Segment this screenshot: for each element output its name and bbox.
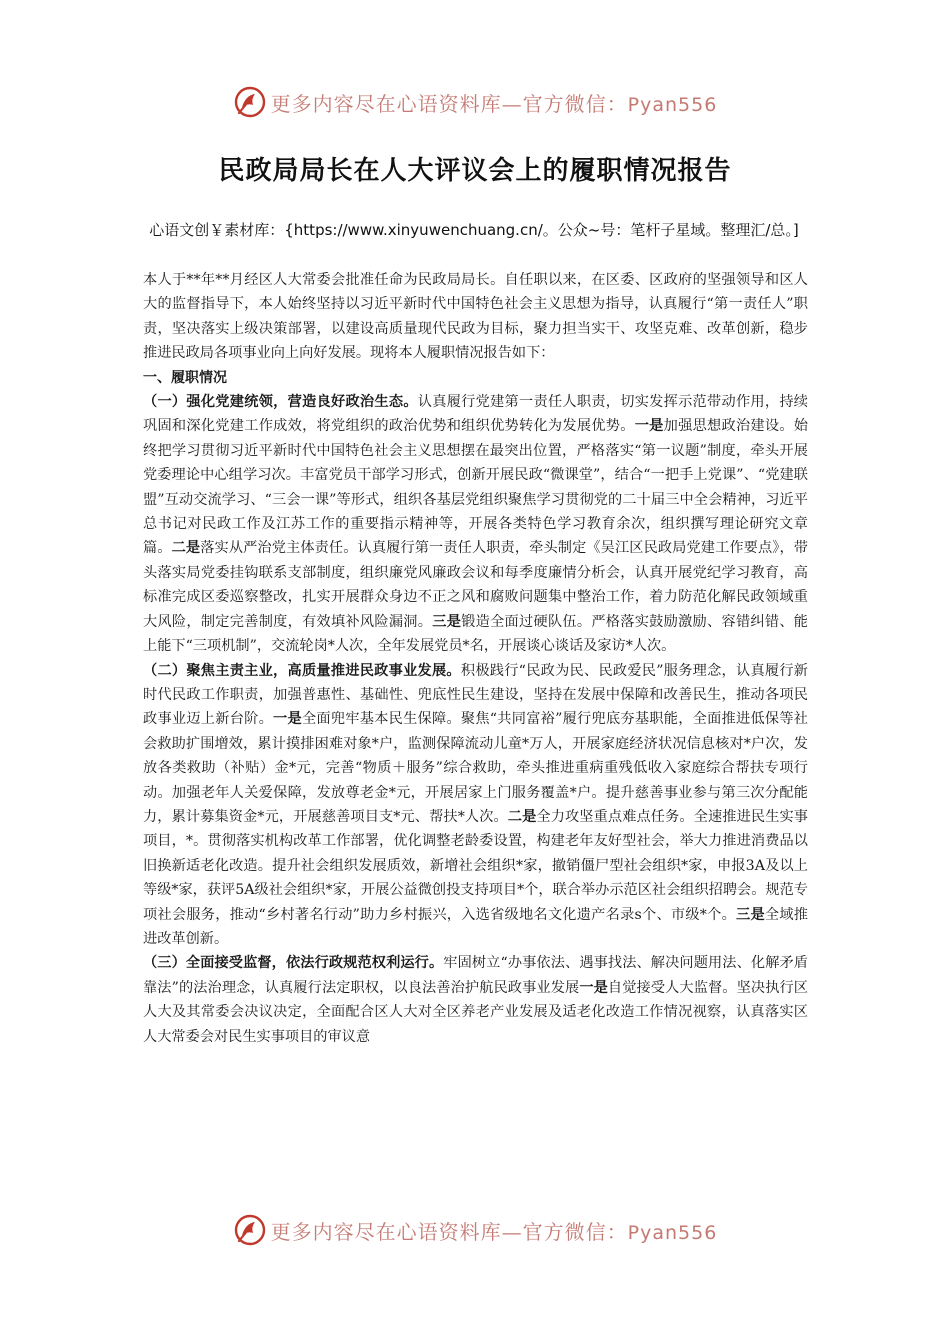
watermark-banner-bottom bbox=[0, 1210, 950, 1250]
banner-text: 更多内容尽在心语资料库—官方微信：Pyan556 bbox=[270, 1219, 718, 1244]
paragraph-1: （一）强化党建统领，营造良好政治生态。认真履行党建第一责任人职责，切实发挥示范带动作用，持续巩固和深化党建工作成效，将党组织的政治优势和组织优势转化为发展优势。一是加强思想政治建设。始终把学习贯彻习近平新时代中国特色社会主义思想摆在最突出位置，严格落实“第一议题”制度，牵头开展党委理论中心组学习次。丰富党员干部学习形式，创新开展民政“微课堂”，结合“一把手上党课”、“党建联盟”互动交流学习、“三会一课”等形式，组织各基层党组织聚焦学习贯彻党的二十届三中全会精神，习近平总书记对民政工作及江苏工作的重要指示精神等，开展各类特色学习教育余次，组织撰写理论研究文章篇。二是落实从严治党主体责任。认真履行第一责任人职责，牵头制定《吴江区民政局党建工作要点》，带头落实局党委挂钩联系支部制度，组织廉党风廉政会议和每季度廉情分析会，认真开展党纪学习教育，高标准完成区委巡察整改，扎实开展群众身边不正之风和腐败问题集中整治工作，着力防范化解民政领域重大风险，制定完善制度，有效填补风险漏洞。三是锻造全面过硬队伍。严格落实鼓励激励、容错纠错、能上能下“三项机制”，交流轮岗*人次，全年发展党员*名，开展谈心谈话及家访*人次。 bbox=[143, 394, 808, 655]
logo-icon bbox=[233, 85, 267, 119]
paragraph-lead: （一）强化党建统领，营造良好政治生态。 bbox=[143, 394, 418, 411]
watermark-banner-top bbox=[0, 82, 950, 122]
source-line: 心语文创￥素材库：{https://www.xinyuwenchuang.cn/。公众~号：笔杆子星域。整理汇/总。] bbox=[149, 221, 799, 239]
paragraph-2: （二）聚焦主责主业，高质量推进民政事业发展。积极践行“民政为民、民政爱民”服务理念，认真履行新时代民政工作职责，加强普惠性、基础性、兜底性民生建设，坚持在发展中保障和改善民生，推动各项民政事业迈上新台阶。一是全面兜牢基本民生保障。聚焦“共同富裕”履行兜底夯基职能，全面推进低保等社会救助扩围增效，累计摸排困难对象*户，监测保障流动儿童*万人，开展家庭经济状况信息核对*户次，发放各类救助（补贴）金*元，完善“物质＋服务”综合救助，牵头推进重病重残低收入家庭综合帮扶专项行动。加强老年人关爱保障，发放尊老金*元，开展居家上门服务覆盖*户。提升慈善事业参与第三次分配能力，累计募集资金*元，开展慈善项目支*元、帮扶*人次。二是全力攻坚重点难点任务。全速推进民生实事项目，*。贯彻落实机构改革工作部署，优化调整老龄委设置，构建老年友好型社会，举大力推进消费品以旧换新适老化改造。提升社会组织发展质效，新增社会组织*家，撤销僵尸型社会组织*家，申报3A及以上等级*家，获评5A级社会组织*家，开展公益微创投支持项目*个，联合举办示范区社会组织招聘会。规范专项社会服务，推动“乡村著名行动”助力乡村振兴，入选省级地名文化遗产名录s个、市级*个。三是全域推进改革创新。 bbox=[143, 662, 808, 947]
banner-text: 更多内容尽在心语资料库—官方微信：Pyan556 bbox=[270, 91, 718, 116]
document-body bbox=[143, 268, 808, 1049]
paragraph-3: （三）全面接受监督，依法行政规范权利运行。牢固树立“办事依法、遇事找法、解决问题用法、化解矛盾靠法”的法治理念，认真履行法定职权，以良法善治护航民政事业发展一是自觉接受人大监督。坚决执行区人大及其常委会决议决定，全面配合区人大对全区养老产业发展及适老化改造工作情况视察，认真落实区人大常委会对民生实事项目的审议意 bbox=[143, 955, 808, 1045]
paragraph-lead: （二）聚焦主责主业，高质量推进民政事业发展。 bbox=[143, 662, 461, 679]
intro-paragraph: 本人于**年**月经区人大常委会批准任命为民政局局长。自任职以来，在区委、区政府的坚强领导和区人大的监督指导下，本人始终坚持以习近平新时代中国特色社会主义思想为指导，认真履行“第一责任人”职责，坚决落实上级决策部署，以建设高质量现代民政为目标，聚力担当实干、攻坚克难、改革创新，稳步推进民政局各项事业向上向好发展。现将本人履职情况报告如下： bbox=[143, 272, 808, 362]
section-heading: 一、履职情况 bbox=[143, 369, 227, 386]
logo-icon bbox=[233, 1213, 267, 1247]
page-title: 民政局局长在人大评议会上的履职情况报告 bbox=[218, 156, 732, 186]
paragraph-lead: （三）全面接受监督，依法行政规范权利运行。 bbox=[143, 955, 444, 972]
